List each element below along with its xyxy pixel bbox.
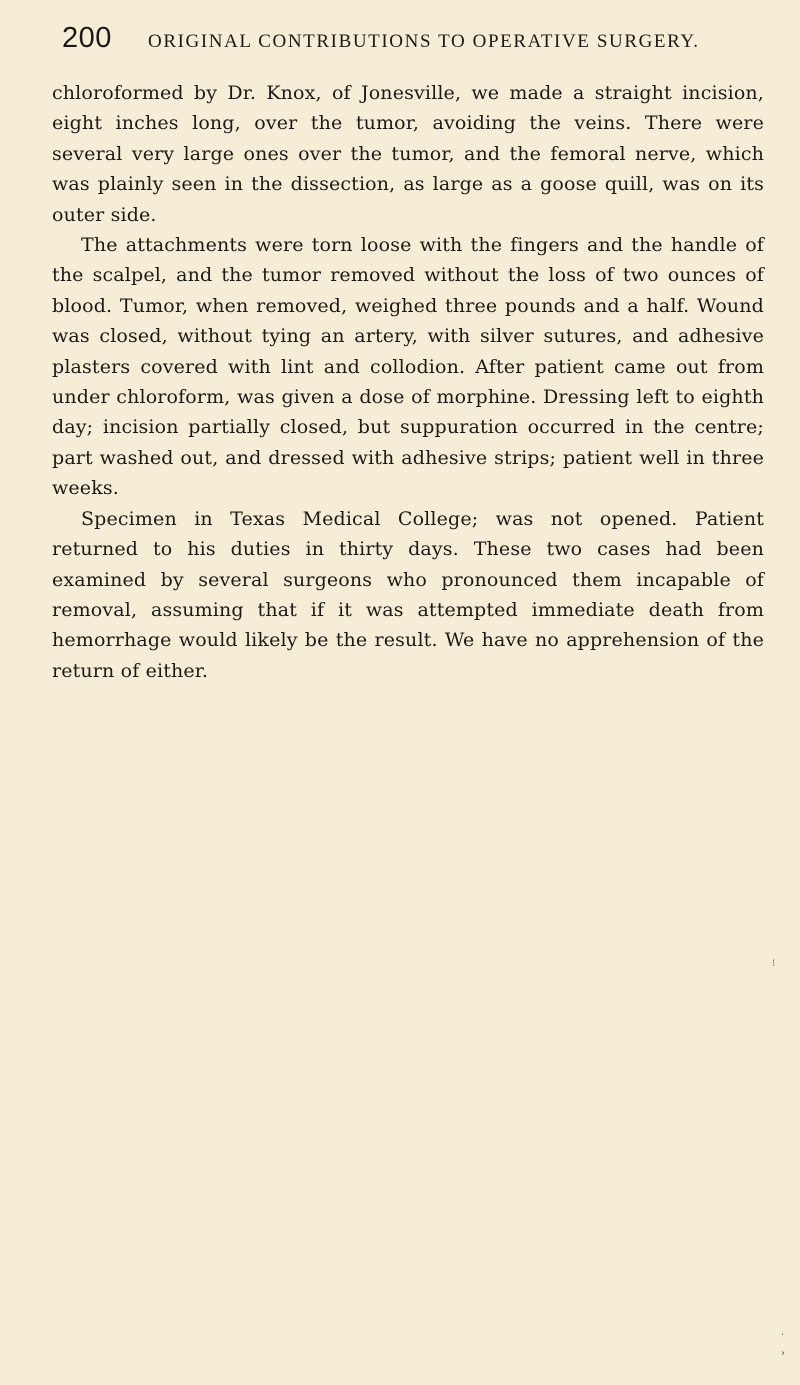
paragraph: Specimen in Texas Medical College; was not opened. Patient returned to his duties in thirty days. These two cases had been examined by several surgeons who pronounced them incapable of removal, assuming that if it was attempted immediate death from hemorrhage would likely be the result. We have no apprehension of the return of either. bbox=[52, 507, 764, 682]
margin-speck: ⁝ bbox=[772, 958, 776, 969]
running-head bbox=[52, 22, 764, 66]
page-number: 200 bbox=[62, 22, 112, 54]
running-title: ORIGINAL CONTRIBUTIONS TO OPERATIVE SURGERY. bbox=[148, 31, 700, 52]
margin-speck: › bbox=[781, 1348, 785, 1359]
body-text bbox=[52, 78, 764, 686]
paragraph-continued: chloroformed by Dr. Knox, of Jonesville, we made a straight incision, eight inches long, over the tumor, avoiding the veins. There were several very large ones over the tumor, and the femoral nerve, which was plainly seen in the dissection, as large as a goose quill, was on its outer side. bbox=[52, 82, 764, 226]
paragraph: The attachments were torn loose with the fingers and the handle of the scalpel, and the tumor removed without the loss of two ounces of blood. Tumor, when removed, weighed three pounds and a half. Wound was closed, without tying an artery, with silver sutures, and adhesive plasters covered with lint and collodion. After patient came out from under chloroform, was given a dose of morphine. Dressing left to eighth day; incision partially closed, but suppuration occurred in the centre; part washed out, and dressed with adhesive strips; patient well in three weeks. bbox=[52, 234, 764, 500]
margin-speck: · bbox=[781, 1330, 785, 1341]
